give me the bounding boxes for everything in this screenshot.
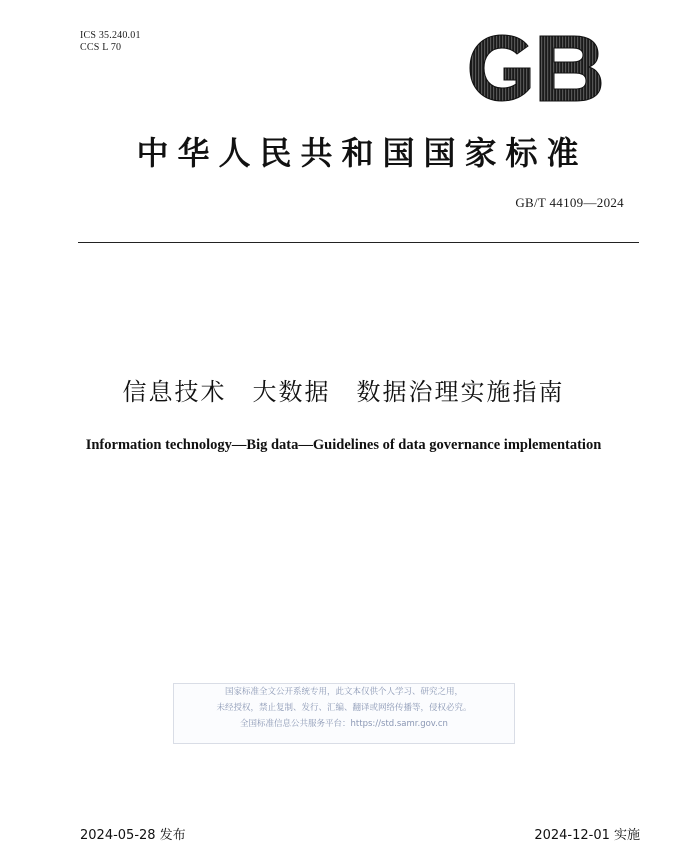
copyright-notice <box>173 683 515 744</box>
notice-line: 未经授权，禁止复制、发行、汇编、翻译或网络传播等，侵权必究。 <box>216 703 472 713</box>
notice-line: 国家标准全文公开系统专用，此文本仅供个人学习、研究之用， <box>224 687 463 697</box>
divider <box>78 242 639 243</box>
standard-number: GB/T 44109—2024 <box>515 195 624 210</box>
title-english: Information technology—Big data—Guidelines of data governance implementation <box>85 437 602 453</box>
publish-date: 2024-05-28 发布 <box>80 828 186 843</box>
classification-codes <box>80 30 141 54</box>
title-chinese: 信息技术 大数据 数据治理实施指南 <box>122 378 565 406</box>
ics-code: ICS 35.240.01 <box>80 30 141 41</box>
notice-line: 全国标准信息公共服务平台：https://std.samr.gov.cn <box>240 719 448 729</box>
ccs-code: CCS L 70 <box>80 42 122 53</box>
implement-date: 2024-12-01 实施 <box>534 828 640 843</box>
nation-title: 中华人民共和国国家标准 <box>136 134 588 172</box>
gb-logo <box>466 32 604 104</box>
